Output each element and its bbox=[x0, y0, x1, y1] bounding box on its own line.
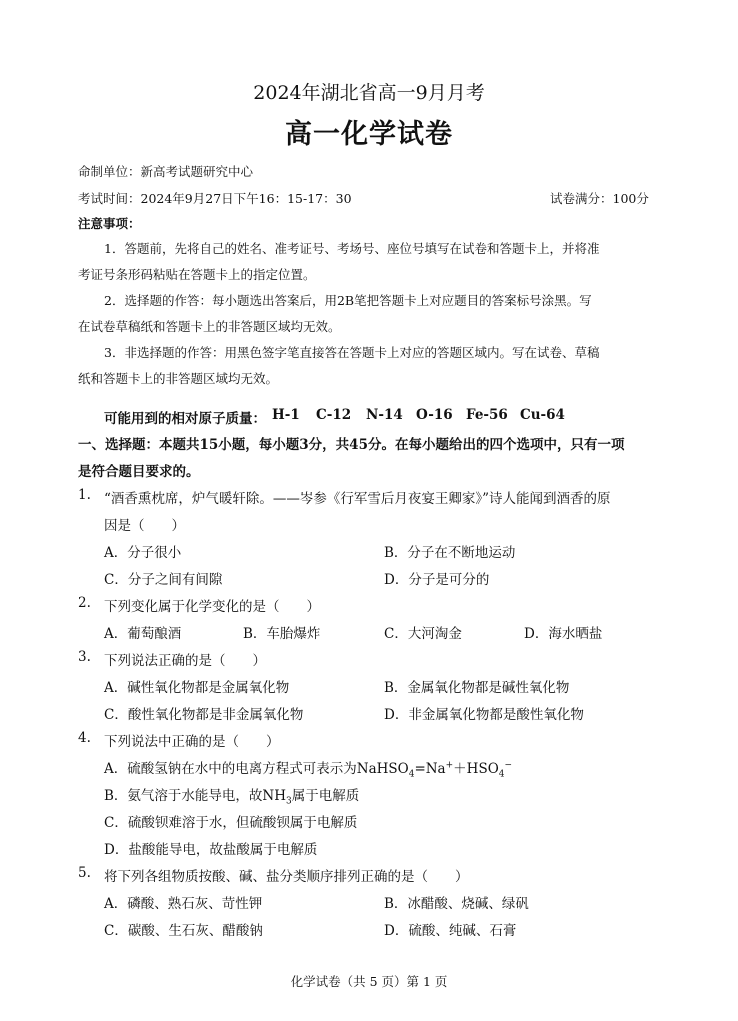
notice-item-2-cont: 在试卷草稿纸和答题卡上的非答题区域均无效。 bbox=[78, 319, 341, 334]
question-2-option-c: C．大河淘金 bbox=[384, 626, 462, 642]
page-footer: 化学试卷（共 5 页）第 1 页 bbox=[290, 974, 448, 989]
question-1-number: 1. bbox=[78, 487, 91, 503]
question-1-option-a: A．分子很小 bbox=[104, 545, 182, 561]
question-3-option-c: C．酸性氧化物都是非金属氧化物 bbox=[104, 707, 304, 723]
exam-title: 2024年湖北省高一9月月考 bbox=[253, 82, 485, 104]
question-4-number: 4. bbox=[78, 730, 91, 746]
question-4-option-b-text: B．氨气溶于水能导电，故NH bbox=[104, 788, 287, 804]
exam-time-text: 考试时间：2024年9月27日下午16：15-17：30 bbox=[78, 191, 352, 206]
formula-b-sub: 3 bbox=[286, 796, 292, 807]
question-2-stem: 下列变化属于化学变化的是（ ） bbox=[104, 599, 320, 615]
question-5-option-c: C．碳酸、生石灰、醋酸钠 bbox=[104, 923, 263, 939]
question-3-option-a: A．碱性氧化物都是金属氧化物 bbox=[104, 680, 290, 696]
atomic-mass-label: 可能用到的相对原子质量： bbox=[104, 411, 266, 427]
question-2-option-d: D．海水晒盐 bbox=[524, 626, 603, 642]
formula-a-sup1: + bbox=[445, 760, 454, 771]
question-2-option-b: B．车胎爆炸 bbox=[243, 626, 321, 642]
question-1-option-c: C．分子之间有间隙 bbox=[104, 572, 223, 588]
question-3-option-b: B．金属氧化物都是碱性氧化物 bbox=[384, 680, 570, 696]
question-4-stem: 下列说法中正确的是（ ） bbox=[104, 734, 280, 750]
formula-a-sub2: 4 bbox=[498, 769, 505, 780]
question-5-number: 5. bbox=[78, 865, 91, 881]
formula-a-sup2: − bbox=[504, 760, 513, 771]
question-4-option-a-text: A．硫酸氢钠在水中的电离方程式可表示为 bbox=[104, 761, 357, 777]
notice-item-3-cont: 纸和答题卡上的非答题区域均无效。 bbox=[78, 371, 279, 386]
atomic-mass-h: H-1 bbox=[272, 407, 300, 423]
question-5-option-d: D．硫酸、纯碱、石膏 bbox=[384, 923, 517, 939]
notice-item-1: 1．答题前，先将自己的姓名、准考证号、考场号、座位号填写在试卷和答题卡上，并将准 bbox=[104, 241, 600, 256]
question-3-number: 3. bbox=[78, 649, 91, 665]
paper-title: 高一化学试卷 bbox=[285, 119, 453, 150]
formula-a-sub1: 4 bbox=[408, 769, 415, 780]
question-5-stem: 将下列各组物质按酸、碱、盐分类顺序排列正确的是（ ） bbox=[104, 869, 469, 885]
atomic-mass-cu: Cu-64 bbox=[520, 407, 565, 423]
issuer-text: 命制单位：新高考试题研究中心 bbox=[78, 164, 254, 179]
formula-a-part1: NaHSO bbox=[356, 761, 409, 777]
notice-item-2: 2．选择题的作答：每小题选出答案后，用2B笔把答题卡上对应题目的答案标号涂黑。写 bbox=[104, 293, 592, 308]
formula-b-rest: 属于电解质 bbox=[291, 788, 360, 804]
notice-item-3: 3．非选择题的作答：用黑色签字笔直接答在答题卡上对应的答题区域内。写在试卷、草稿 bbox=[104, 345, 600, 360]
question-1-option-d: D．分子是可分的 bbox=[384, 572, 490, 588]
question-4-option-b bbox=[104, 784, 359, 807]
question-5-option-a: A．磷酸、熟石灰、苛性钾 bbox=[104, 896, 263, 912]
question-2-number: 2. bbox=[78, 595, 91, 611]
question-4-option-d: D．盐酸能导电，故盐酸属于电解质 bbox=[104, 842, 318, 858]
formula-a-part3: ＋HSO bbox=[453, 761, 499, 777]
full-score-text: 试卷满分：100分 bbox=[550, 191, 649, 206]
formula-a-part2: =Na bbox=[414, 761, 446, 777]
atomic-mass-fe: Fe-56 bbox=[466, 407, 508, 423]
section-1-heading-cont: 是符合题目要求的。 bbox=[78, 464, 200, 480]
question-1-option-b: B．分子在不断地运动 bbox=[384, 545, 516, 561]
question-4-option-c: C．硫酸钡难溶于水，但硫酸钡属于电解质 bbox=[104, 815, 358, 831]
question-1-stem-cont: 因是（ ） bbox=[104, 518, 185, 534]
question-1-stem: “酒香熏枕席，炉气暖轩除。——岑参《行军雪后月夜宴王卿家》”诗人能闻到酒香的原 bbox=[104, 491, 611, 507]
section-1-heading: 一、选择题：本题共15小题，每小题3分，共45分。在每小题给出的四个选项中，只有一项 bbox=[78, 437, 625, 453]
atomic-mass-o: O-16 bbox=[416, 407, 453, 423]
question-5-option-b: B．冰醋酸、烧碱、绿矾 bbox=[384, 896, 529, 912]
question-3-stem: 下列说法正确的是（ ） bbox=[104, 653, 266, 669]
atomic-mass-c: C-12 bbox=[316, 407, 352, 423]
notice-item-1-cont: 考证号条形码粘贴在答题卡上的指定位置。 bbox=[78, 267, 316, 282]
notice-heading: 注意事项： bbox=[78, 216, 141, 231]
question-2-option-a: A．葡萄酿酒 bbox=[104, 626, 182, 642]
question-3-option-d: D．非金属氧化物都是酸性氧化物 bbox=[384, 707, 584, 723]
atomic-mass-n: N-14 bbox=[366, 407, 403, 423]
question-4-option-a bbox=[104, 757, 512, 780]
